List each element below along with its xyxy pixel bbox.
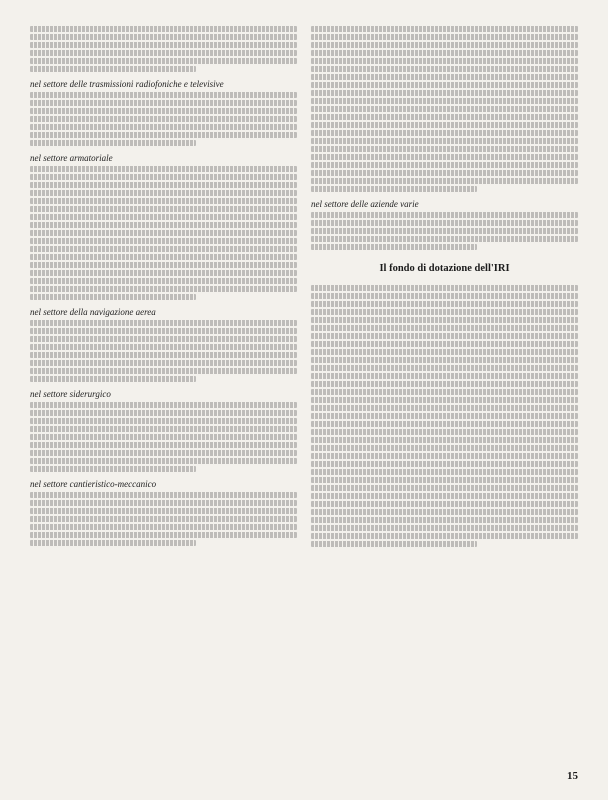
sector-label: nel settore cantieristico-meccanico [30, 479, 157, 489]
left-column [30, 26, 297, 756]
page-number: 15 [567, 770, 578, 782]
text-columns [30, 26, 578, 756]
paragraph-block [311, 199, 578, 250]
section-heading: Il fondo di dotazione dell'IRI [379, 263, 510, 274]
paragraph-block [30, 389, 297, 472]
sector-label: nel settore armatoriale [30, 153, 113, 163]
sector-label: nel settore della navigazione aerea [30, 307, 156, 317]
paragraph-block [311, 285, 578, 547]
sector-label: nel settore delle aziende varie [311, 199, 419, 209]
sector-label: nel settore siderurgico [30, 389, 111, 399]
paragraph-block [30, 153, 297, 300]
right-column [311, 26, 578, 756]
paragraph-block [30, 479, 297, 546]
paragraph-block [30, 26, 297, 72]
sector-label: nel settore delle trasmissioni radiofoniche e televisive [30, 79, 224, 89]
paragraph-block [311, 26, 578, 192]
paragraph-block [30, 79, 297, 146]
paragraph-block [30, 307, 297, 382]
